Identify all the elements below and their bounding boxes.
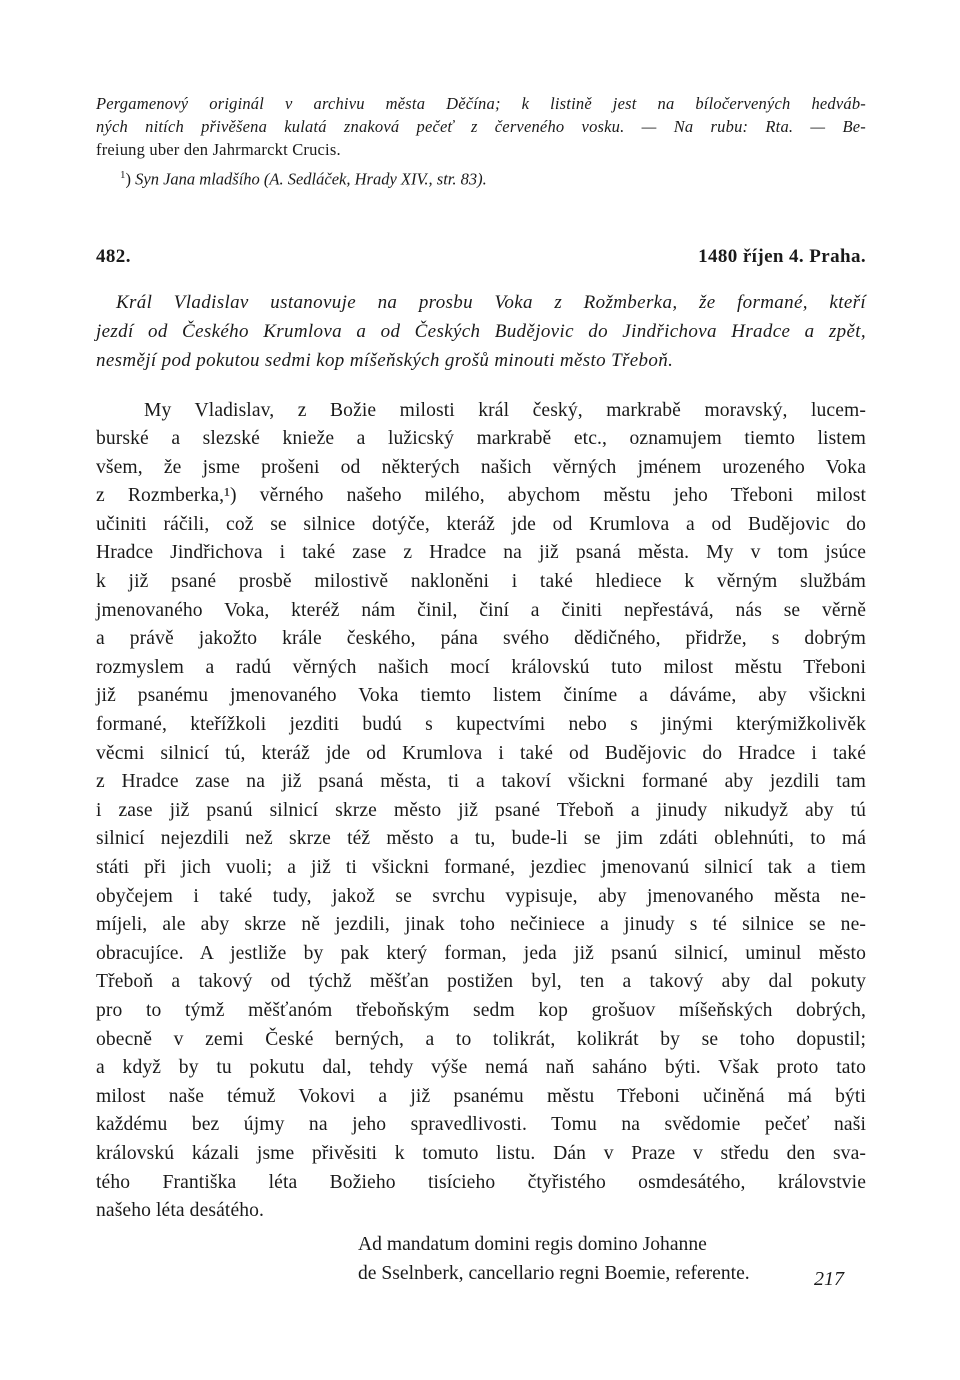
charter-line: jmenovaného Voka, kteréž nám činil, činí a činiti nepřestává, nás se věrně — [96, 599, 866, 621]
footnote: $^1$) Syn Jana mladšího (A. Sedláček, Hrady XIV., str. 83). — [120, 169, 487, 189]
charter-line: královskú kázali jsme přivěsiti k tomuto listu. Dán v Praze v středu den sva- — [96, 1142, 866, 1164]
charter-line: každému bez újmy na jeho spravedlivosti. Tomu na svědomie pečeť naši — [96, 1114, 866, 1136]
source-note-line: Pergamenový originál v archivu města Děčína; k listině jest na bíločervených hedváb- — [96, 94, 866, 113]
regest-line: Král Vladislav ustanovuje na prosbu Voka z Rožmberka, že formané, kteří — [116, 291, 866, 313]
charter-line: všem, že jsme prošeni od některých našich věrných jménem urozeného Voka — [96, 456, 866, 478]
charter-line: obracujíce. A jestližе by pak který forman, jeda již psanú silnicí, uminul město — [96, 942, 866, 964]
charter-line: míjeli, ale aby skrze ně jezdili, jinak toho nečiniece a jinudy s té silnice se ne- — [96, 914, 866, 936]
page-number: 217 — [814, 1268, 844, 1290]
charter-line: a když by tu pokutu dal, tehdy výše nemá naň saháno býti. Však proto tato — [96, 1057, 866, 1079]
document-page — [96, 92, 866, 1288]
footnote-text: Syn Jana mladšího (A. Sedláček, Hrady XIV., str. 83). — [135, 169, 487, 189]
charter-line: učiniti ráčili, což se silnice dotýče, kteráž jde od Krumlova a od Budějovic do — [96, 513, 866, 535]
charter-line: státi při jich vuoli; a již ti všickni formané, jezdiec jmenovanú silnicí tak a tiem — [96, 857, 866, 878]
regest — [96, 288, 866, 375]
charter-line: My Vladislav, z Božie milosti král český, markrabě moravský, lucem- — [144, 399, 866, 421]
charter-line: Hradce Jindřichova i také zase z Hradce na již psaná města. My v tom jsúce — [96, 542, 866, 564]
charter-line: k již psané prosbě milostivě nakloněni i také hlediece k věrným službám — [96, 571, 866, 593]
source-note-line: ných nitích přivěšena kulatá znaková pečeť z červeného vosku. — Na rubu: Rta. — Be- — [96, 117, 866, 136]
source-note-line: freiung uber den Jahrmarckt Crucis. — [96, 140, 341, 159]
charter-line: z Hradce zase na již psaná města, ti a takoví všickni formané aby jezdili tam — [96, 771, 866, 793]
source-note — [96, 92, 866, 161]
charter-line: našeho léta desátého. — [96, 1200, 265, 1222]
charter-line: obyčejem i také tudy, jakož se svrchu vypisuje, aby jmenovaného města ne- — [96, 885, 866, 907]
chancery-note — [96, 1230, 866, 1288]
charter-line: milost naše témuž Vokovi a již psanému městu Třeboni učiněná má býti — [96, 1085, 866, 1107]
charter-line: obecně v zemi České berných, a to tolikrát, kolikrát by se toho dopustil; — [96, 1028, 866, 1050]
document-header — [96, 246, 866, 268]
chancery-note-line: Ad mandatum domini regis domino Johanne — [358, 1233, 707, 1255]
charter-line: a právě jakožto krále českého, pána svého dědičného, přidrže, s dobrým — [96, 628, 866, 650]
chancery-note-line: de Sselnberk, cancellario regni Boemie, referente. — [358, 1262, 750, 1284]
footnote-marker: 1 — [120, 169, 126, 181]
charter-line: z Rozmberka,¹) věrného našeho milého, abychom městu jeho Třeboni milost — [96, 485, 866, 507]
document-number: 482. — [96, 245, 131, 267]
charter-text — [96, 397, 866, 1226]
charter-line: již psanému jmenovaného Voka tiemto listem činíme a dáváme, aby všickni — [96, 685, 866, 707]
document-date-place: 1480 říjen 4. Praha. — [698, 245, 866, 267]
charter-line: formané, kteřížkoli jezditi budú s kupectvími nebo s jinými kterýmižkolivěk — [96, 714, 866, 736]
regest-line: jezdí od Českého Krumlova a od Českých Budějovic do Jindřichova Hradce a zpět, — [96, 320, 866, 342]
charter-line: i zase již psanú silnicí skrze město již psané Třeboň a jinudy nikudyž aby tú — [96, 799, 866, 821]
charter-line: burské a slezské knieže a lužicský markrabě etc., oznamujem tiemto listem — [96, 428, 866, 450]
charter-line: silnicí nejezdili než skrze též město a tu, bude-li se jim zdáti oblehnúti, to má — [96, 828, 866, 850]
charter-line: tého Františka léta Božieho tisícieho čtyřistého osmdesátého, královstvie — [96, 1171, 866, 1193]
charter-line: Třeboň a takový od týchž měšťan postižen byl, ten a takový aby dal pokuty — [96, 971, 866, 993]
charter-line: rozmyslem a radú věrných našich mocí královskú tuto milost městu Třeboni — [96, 656, 866, 678]
charter-line: věcmi silnicí tú, kteráž jde od Krumlova i také od Budějovic do Hradce i také — [96, 742, 866, 764]
regest-line: nesmějí pod pokutou sedmi kop míšeňských grošů minouti město Třeboň. — [96, 349, 674, 371]
charter-line: pro to týmž měšťanóm třeboňským sedm kop grošuov míšeňských dobrých, — [96, 999, 866, 1021]
